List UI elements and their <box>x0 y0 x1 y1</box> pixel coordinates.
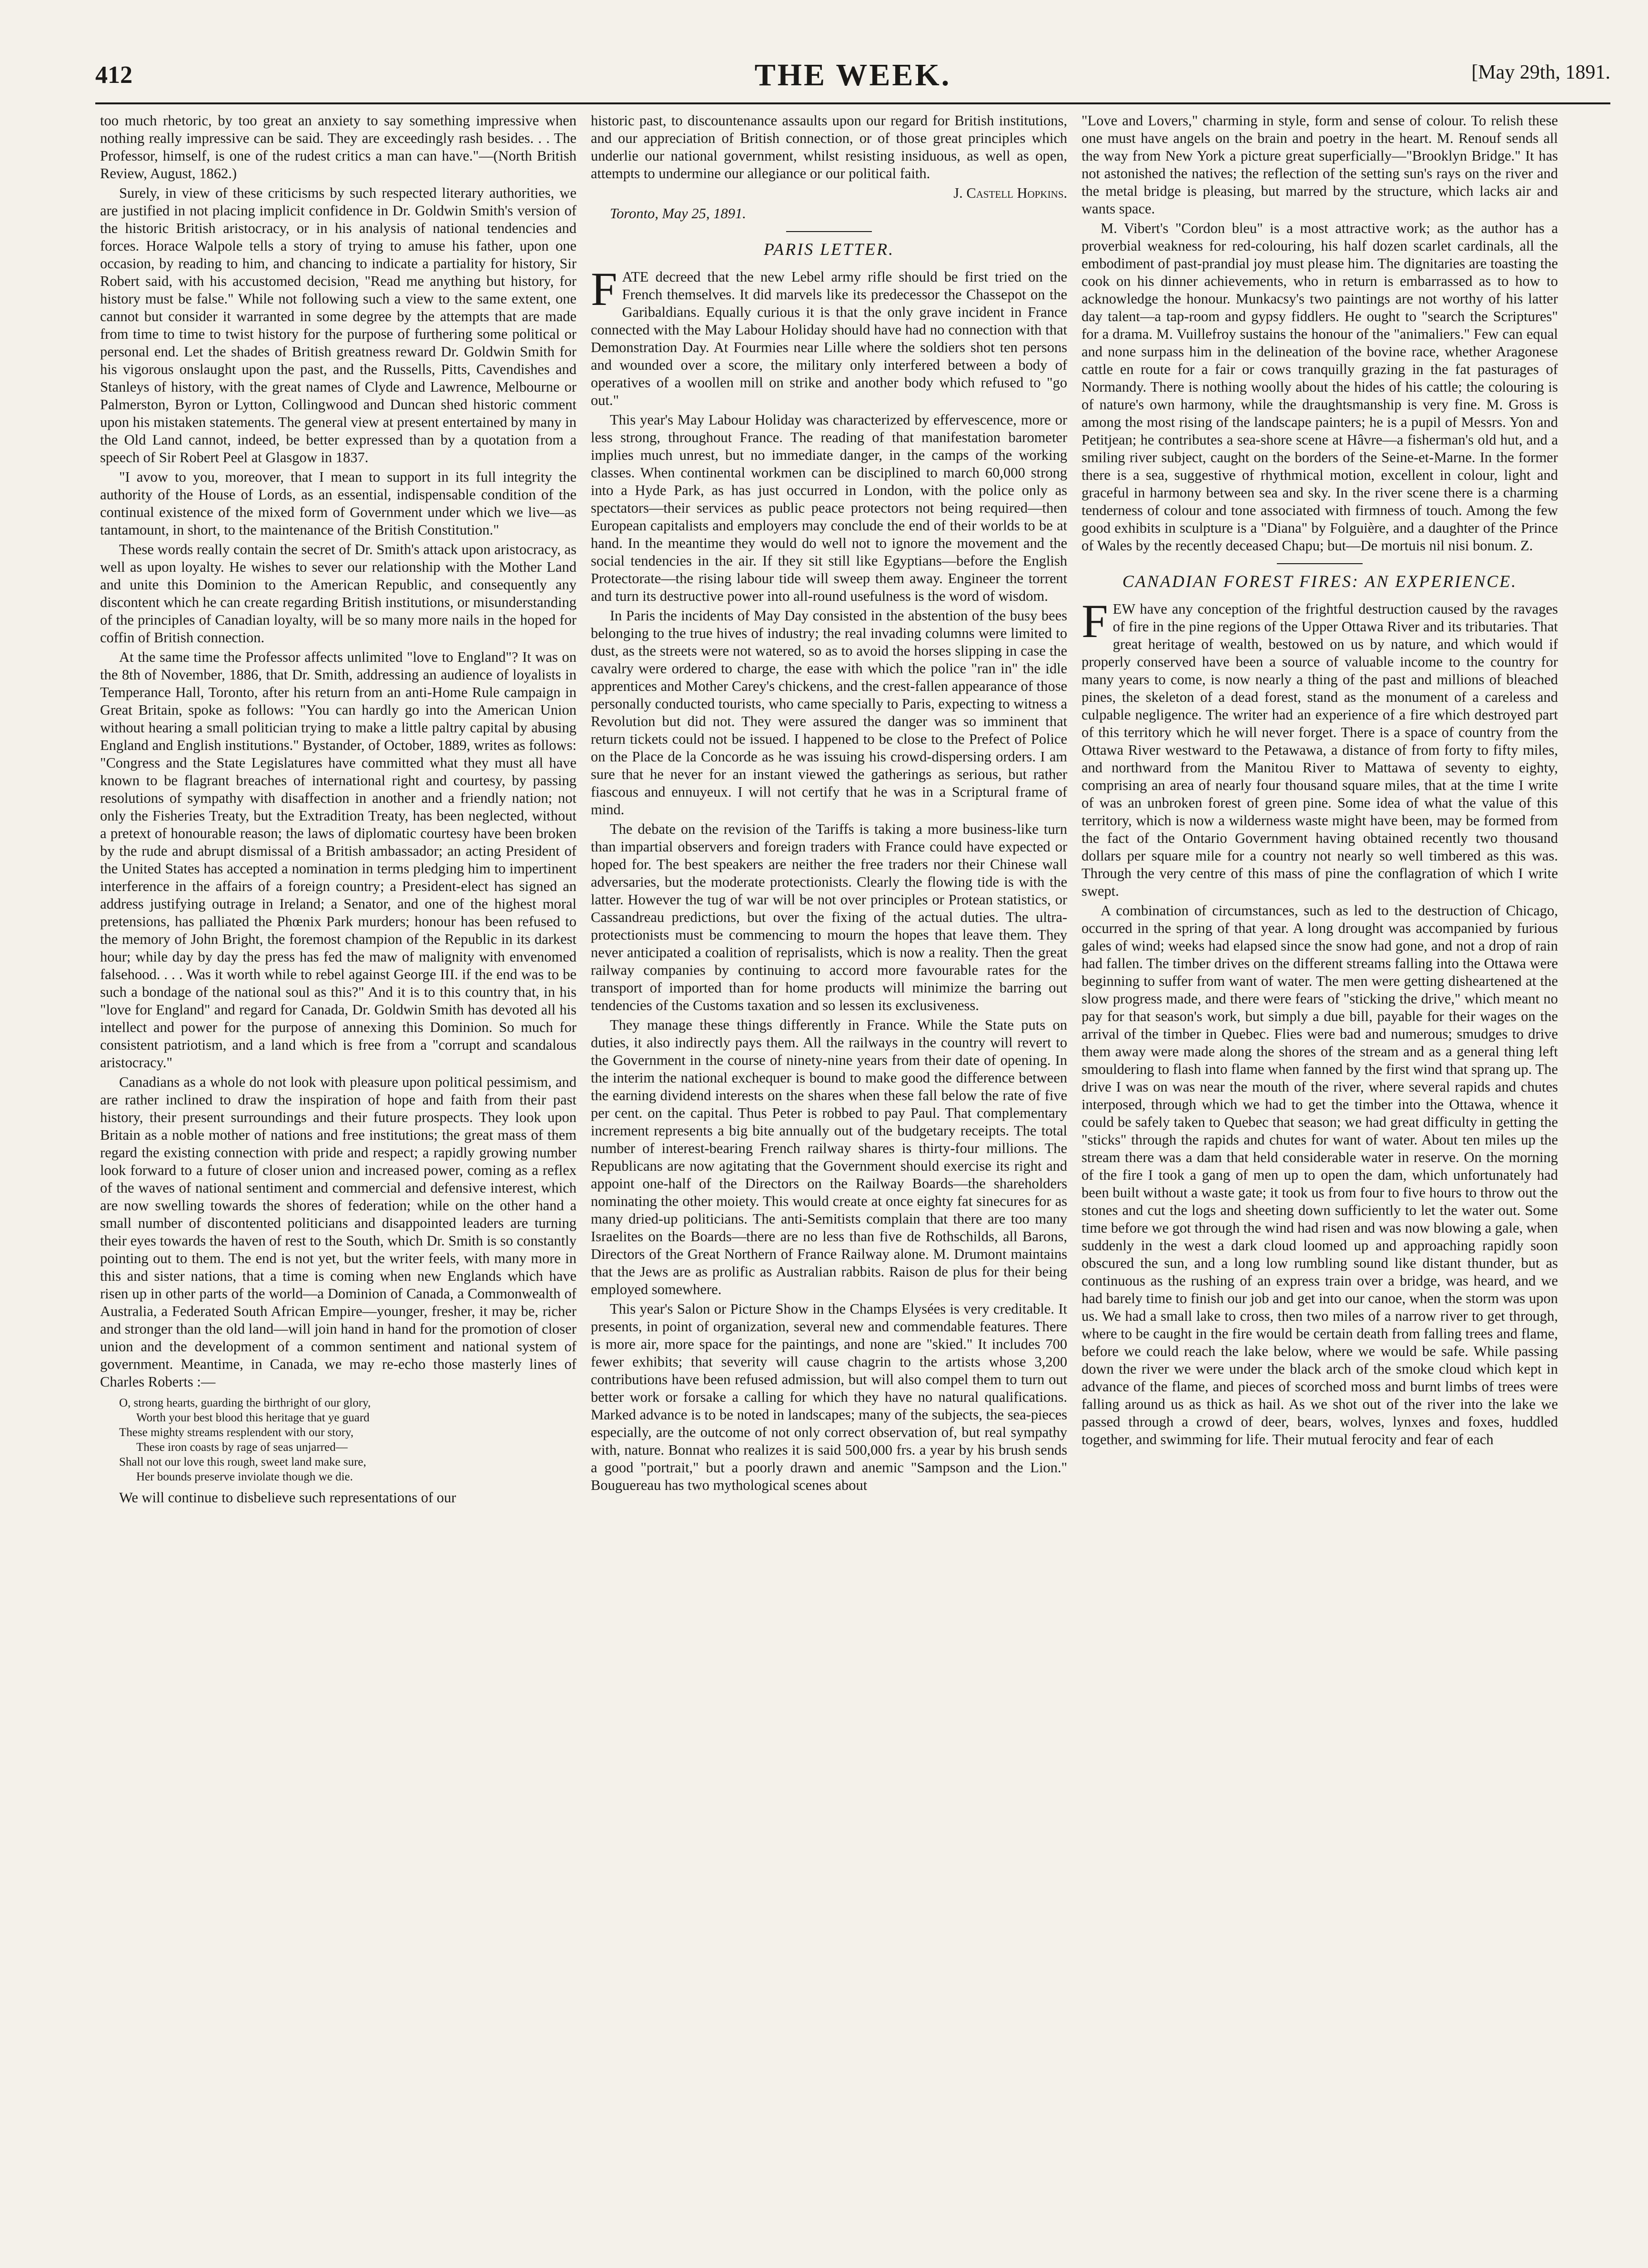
paragraph-text: EW have any conception of the frightful destruction caused by the ravages of fire in the pine regions of the Upper Ottawa River and its tributaries. That great heritage of wealth, bestowed on us by nature, and which would if properly conserved have been a source of valuable income to the country for many years to come, is now nearly a thing of the past and millions of bleached pines, the skeleton of a dead forest, stand as the monument of a careless and culpable negligence. The writer had an experience of a fire which destroyed part of this territory which he will never forget. There is a space of country from the Ottawa River westward to the Petawawa, a distance of from forty to fifty miles, and northward from the Manitou River to Mattawa of seventy to eighty, comprising an area of nearly four thousand square miles, that at the time I write of was an unbroken forest of green pine. Some idea of what the value of this territory, which is now a wilderness waste might have been, may be formed from the fact of the Ontario Government having obtained recently two thousand dollars per square mile for a country not nearly so well timbered as this was. Through the very centre of this mass of pine the conflagration of which I write swept. <box>1082 601 1558 899</box>
paragraph: historic past, to discountenance assaults upon our regard for British institutions, and our appreciation of British connection, or of those great principles which underlie our national government, whilst resisting insiduous, as well as open, attempts to undermine our allegiance or our political faith. <box>591 112 1067 182</box>
paragraph <box>591 263 1067 409</box>
poem-line: These iron coasts by rage of seas unjarred— <box>136 1441 348 1454</box>
poem <box>119 1396 576 1484</box>
page-number: 412 <box>95 61 132 89</box>
section-divider <box>1277 563 1363 564</box>
issue-date: [May 29th, 1891. <box>1471 61 1610 83</box>
paragraph: These words really contain the secret of Dr. Smith's attack upon aristocracy, as well as upon loyalty. He wishes to sever our relationship with the Mother Land and unite this Dominion to the American Republic, and consequently any discontent which he can create regarding British institutions, or misunderstanding of the principles of Canadian loyalty, will be so many more nails in the hoped for coffin of British connection. <box>100 541 576 646</box>
poem-line: Her bounds preserve inviolate though we die. <box>136 1470 353 1483</box>
column-2 <box>591 112 1067 2247</box>
poem-line: Shall not our love this rough, sweet land make sure, <box>119 1456 366 1468</box>
poem-line: These mighty streams resplendent with our story, <box>119 1426 354 1439</box>
page-header <box>95 57 1610 105</box>
paragraph: At the same time the Professor affects unlimited "love to England"? It was on the 8th of November, 1886, that Dr. Smith, addressing an audience of loyalists in Temperance Hall, Toronto, after his return from an anti-Home Rule campaign in Great Britain, spoke as follows: "You can hardly go into the American Union without hearing a small politician trying to make a little paltry capital by abusing England and English institutions." Bystander, of October, 1889, writes as follows: "Congress and the State Legislatures have committed what they must all have known to be flagrant breaches of international right and courtesy, by passing resolutions of sympathy with disaffection in another and a friendly nation; not only the Fisheries Treaty, but the Extradition Treaty, has been neglected, without a pretext of honourable reason; the laws of diplomatic courtesy have been broken by the rude and abrupt dismissal of a British ambassador; an acting President of the United States has accepted a nomination in terms pledging him to impertinent interference in the affairs of a foreign country; a President-elect has signed an address justifying outrage in Ireland; a Senator, and one of the highest moral pretensions, has palliated the Phœnix Park murders; honour has been refused to the memory of John Bright, the foremost champion of the Republic in its darkest hour; while day by day the press has fed the maw of malignity with envenomed falsehood. . . . Was it worth while to rebel against George III. if the end was to be such a bondage of the national soul as this?" And it is to this country that, in his "love for England" and regard for Canada, Dr. Goldwin Smith has devoted all his intellect and power for the purpose of annexing this Dominion. So much for consistent patriotism, and a land which is free from a "corrupt and scandalous aristocracy." <box>100 649 576 1071</box>
section-title-paris-letter: PARIS LETTER. <box>763 240 895 259</box>
paragraph: Canadians as a whole do not look with pleasure upon political pessimism, and are rather inclined to draw the inspiration of hope and faith from their past history, their present surroundings and their future prospects. They look upon Britain as a noble mother of nations and free institutions; the great mass of them regard the existing connection with pride and respect; a rapidly growing number look forward to a future of closer union and increased power, coming as a reflex of the waves of national sentiment and commercial and defensive interest, which are now swelling towards the shores of federation; while on the other hand a small number of discontented politicians and disappointed leaders are turning their eyes towards the haven of rest to the South, which Dr. Smith is so constantly pointing out to them. The end is not yet, but the writer feels, with many more in this and sister nations, that a time is coming when new Englands which have risen up in other parts of the world—a Dominion of Canada, a Commonwealth of Australia, a Federated South African Empire—younger, fresher, it may be, richer and stronger than the old land—will join hand in hand for the promotion of closer union and the development of a common sentiment and national system of government. Meantime, in Canada, we may re-echo those masterly lines of Charles Roberts :— <box>100 1074 576 1390</box>
section-title-forest-fires: CANADIAN FOREST FIRES: AN EXPERIENCE. <box>1122 572 1517 591</box>
drop-cap: F <box>1082 595 1108 648</box>
header-rule <box>95 102 1610 104</box>
paragraph: This year's Salon or Picture Show in the Champs Elysées is very creditable. It presents, in point of organization, several new and commendable features. There is more air, more space for the paintings, and none are "skied." It includes 700 fewer exhibits; that severity will cause chagrin to the artists whose 3,200 contributions have been refused admission, but will also compel them to turn out better work or forsake a calling for which they have no natural qualifications. Marked advance is to be noted in landscapes; many of the subjects, the sea-pieces especially, are the outcome of not only correct observation of, but real sympathy with, nature. Bonnat who realizes it is said 500,000 frs. a year by his brush sends a good "portrait," but a poorly drawn and anemic "Sampson and the Lion." Bouguereau has two mythological scenes about <box>591 1301 1067 1493</box>
poem-line: O, strong hearts, guarding the birthright of our glory, <box>119 1397 371 1409</box>
column-3 <box>1082 112 1558 2247</box>
journal-title: THE WEEK. <box>754 58 951 92</box>
paragraph: In Paris the incidents of May Day consisted in the abstention of the busy bees belonging to the true hives of industry; the real invading columns were limited to dust, as the streets were not watered, so as to avoid the horses slipping in case the cavalry were ordered to charge, the ease with which the police "ran in" the idle apprentices and Mother Carey's chickens, and the crest-fallen appearance of those personally conducted tourists, who came specially to Paris, expecting to witness a Revolution but did not. They were assured the danger was so imminent that return tickets could not be issued. I happened to be close to the Prefect of Police on the Place de la Concorde as he was issuing his crowd-dispersing orders. I am sure that he never for an instant viewed the gatherings as serious, but rather fiascous and ennuyeux. I will not certify that he was in a Scriptural frame of mind. <box>591 608 1067 818</box>
paragraph: M. Vibert's "Cordon bleu" is a most attractive work; as the author has a proverbial weakness for red-colouring, his half dozen scarlet cardinals, all the embodiment of past-prandial joy must please him. The dignitaries are toasting the cook on his dinner achievements, who in return is embarrassed as to how to acknowledge the honour. Munkacsy's two paintings are not worthy of his latter day talent—a tap-room and gypsy fiddlers. He ought to "search the Scriptures" for a drama. M. Vuillefroy sustains the honour of the "animaliers." Few can equal and none surpass him in the delineation of the bovine race, whether Aragonese cattle en route for a fair or cows tranquilly grazing in the fat pasturages of Normandy. There is nothing woolly about the hides of his cattle; the colouring is of nature's own harmony, while the draughtsmanship is very fine. M. Gross is among the most rising of the landscape painters; he is a pupil of Messrs. Yon and Petitjean; he contributes a sea-shore scene at Hâvre—a fisherman's old hut, and a smiling river subject, caught on the borders of the Seine-et-Marne. In the former there is a sea, suggestive of rhythmical motion, excellent in colour, light and graceful in harmony between sea and sky. In the river scene there is a charming tenderness of colour and tone associated with firmness of touch. Among the few good exhibits in sculpture is a "Diana" by Folguière, and a daughter of the Prince of Wales by the recently deceased Chapu; but—De mortuis nil nisi bonum. Z. <box>1082 220 1558 554</box>
paragraph: A combination of circumstances, such as led to the destruction of Chicago, occurred in the spring of that year. A long drought was accompanied by furious gales of wind; weeks had elapsed since the snow had gone, and not a drop of rain had fallen. The timber drives on the different streams falling into the Ottawa were beginning to suffer from want of water. The men were getting disheartened at the slow progress made, and there were fears of "sticking the drive," which meant no pay for that season's work, but simply a due bill, payable for their wages on the arrival of the timber in Quebec. Flies were bad and numerous; smudges to drive them away were made along the shores of the stream and as a general thing left smouldering to flash into flame when fanned by the first wind that sprang up. The drive I was on was near the mouth of the river, where several rapids and chutes interposed, through which we had to get the timber into the Ottawa, whence it could be safely taken to Quebec that season; we had great difficulty in getting the "sticks" through the rapids and chutes for want of water. About ten miles up the stream there was a dam that held considerable water in reserve. On the morning of the fire I took a gang of men up to open the dam, which unfortunately had been built without a waste gate; it took us from four to five hours to throw out the stones and cut the logs and sheeting down sufficiently to let the water out. Some time before we got through the wind had risen and was now blowing a gale, when suddenly in the west a dark cloud loomed up and approaching rapidly soon obscured the sun, and a long low rumbling sound like distant thunder, but as continuous as the rushing of an express train over a bridge, was heard, and we had barely time to finish our job and get into our canoe, when the storm was upon us. We had a small lake to cross, then two miles of a narrow river to get through, where to be caught in the fire would be certain death from falling trees and flame, before we could reach the lake below, where we would be safe. While passing down the river we were under the black arch of the smoke cloud which kept in advance of the flame, and pieces of scorched moss and burnt limbs of trees were falling around us as thick as hail. As we shot out of the river into the lake we passed through a crowd of deer, bears, wolves, lynxes and foxes, huddled together, and swimming for life. Their mutual ferocity and fear of each <box>1082 902 1558 1448</box>
paragraph: They manage these things differently in France. While the State puts on duties, it also indirectly pays them. All the railways in the country will revert to the Government in the course of ninety-nine years from their date of opening. In the interim the national exchequer is bound to make good the difference between the earning dividend interests on the shares when these fall below the rate of five per cent. on the capital. Thus Peter is robbed to pay Paul. That complementary increment represents a big bite annually out of the budgetary receipts. The total number of interest-bearing French railway shares is thirty-four millions. The Republicans are now agitating that the Government should exercise its right and appoint one-half of the Directors on the Railway Boards—the shareholders nominating the other moiety. This would create at once eighty fat sinecures for as many dried-up politicians. The anti-Semitists complain that there are too many Israelites on the Boards—there are no less than five de Rothschilds, all Barons, Directors of the Great Northern of France Railway alone. M. Drumont maintains that the Jews are as prolific as Australian rabbits. Raison de plus for their being employed somewhere. <box>591 1017 1067 1297</box>
author-signature: J. Castell Hopkins. <box>953 185 1067 201</box>
dateline: Toronto, May 25, 1891. <box>610 205 746 222</box>
quotation-paragraph: "I avow to you, moreover, that I mean to support in its full integrity the authority of the House of Lords, as an essential, indispensable condition of the continual existence of the mixed form of Government under which we live—as tantamount, in short, to the maintenance of the British Constitution." <box>100 469 576 538</box>
column-1 <box>100 112 576 2247</box>
poem-line: Worth your best blood this heritage that ye guard <box>136 1411 370 1424</box>
paragraph: Surely, in view of these criticisms by such respected literary authorities, we are justified in not placing implicit confidence in Dr. Goldwin Smith's version of the historic British aristocracy, or in his analysis of national tendencies and forces. Horace Walpole tells a story of trying to amuse his father, upon one occasion, by reading to him, and chancing to indicate a partiality for history, Sir Robert said, with his accustomed decision, "Read me anything but history, for history must be false." While not following such a view to the same extent, one cannot but consider it warranted in some degree by the attempts that are made from time to time to twist history for the purpose of furthering some political or personal end. Let the shades of British greatness reward Dr. Goldwin Smith for his vigorous onslaught upon the past, and the Russells, Pitts, Cavendishes and Stanleys of history, with the great names of Clyde and Lawrence, Melbourne or Palmerston, Byron or Lytton, Collingwood and Duncan shed historic comment upon his mistaken statements. The general view at present entertained by many in the Old Land cannot, indeed, be better expressed than by a quotation from a speech of Sir Robert Peel at Glasgow in 1837. <box>100 185 576 466</box>
paragraph-text: ATE decreed that the new Lebel army rifle should be first tried on the French themselves. It did marvels like its predecessor the Chassepot on the Garibaldians. Equally curious it is that the only grave incident in France connected with the May Labour Holiday should have had no connection with that Demonstration Day. At Fourmies near Lille where the soldiers shot ten persons and wounded over a score, the military only interfered between a body of operatives of a woollen mill on strike and another body which refused to "go out." <box>591 269 1067 408</box>
paragraph <box>1082 595 1558 900</box>
paragraph: "Love and Lovers," charming in style, form and sense of colour. To relish these one must have angels on the brain and poetry in the heart. M. Renouf sends all the way from New York a picture great superficially—"Brooklyn Bridge." It has not astonished the natives; the reflection of the setting sun's rays on the river and the metal bridge is pleasing, but marred by the structure, which lacks air and wants space. <box>1082 112 1558 217</box>
paragraph: too much rhetoric, by too great an anxiety to say something impressive when nothing really impressive can be said. They are exceedingly rash besides. . . The Professor, himself, is one of the rudest critics a man can have."—(North British Review, August, 1862.) <box>100 112 576 182</box>
paragraph: This year's May Labour Holiday was characterized by effervescence, more or less strong, throughout France. The reading of that manifestation barometer implies much unrest, but no immediate danger, in the camps of the working classes. When continental workmen can be disciplined to march 60,000 strong into a Hyde Park, as has just occurred in London, with the police only as spectators—their services as public peace protectors not being required—then European capitalists and employers may conclude the end of their worlds to be at hand. In the meantime they would do well not to ignore the movement and the social tendencies in the air. If they sit still like Egyptians—before the English Protectorate—the rising labour tide will sweep them away. Engineer the torrent and turn its destructive power into all-round usefulness is the word of wisdom. <box>591 412 1067 604</box>
paragraph: The debate on the revision of the Tariffs is taking a more business-like turn than impartial observers and foreign traders with France could have expected or hoped for. The best speakers are neither the free traders nor their Chinese wall adversaries, but the moderate protectionists. Clearly the flowing tide is with the latter. However the tug of war will be not over principles or Protean statistics, or Cassandreau predictions, but over the fixing of the actual duties. The ultra-protectionists must be commencing to mourn the hopes that leave them. They never anticipated a coalition of reprisalists, which is now a reality. Then the great railway companies by continuing to accord more favourable rates for the transport of imported than for home products will minimize the barring out tendencies of the Customs taxation and so lessen its exclusiveness. <box>591 821 1067 1013</box>
section-divider <box>786 231 872 232</box>
drop-cap: F <box>591 263 617 315</box>
paragraph: We will continue to disbelieve such representations of our <box>119 1489 456 1506</box>
